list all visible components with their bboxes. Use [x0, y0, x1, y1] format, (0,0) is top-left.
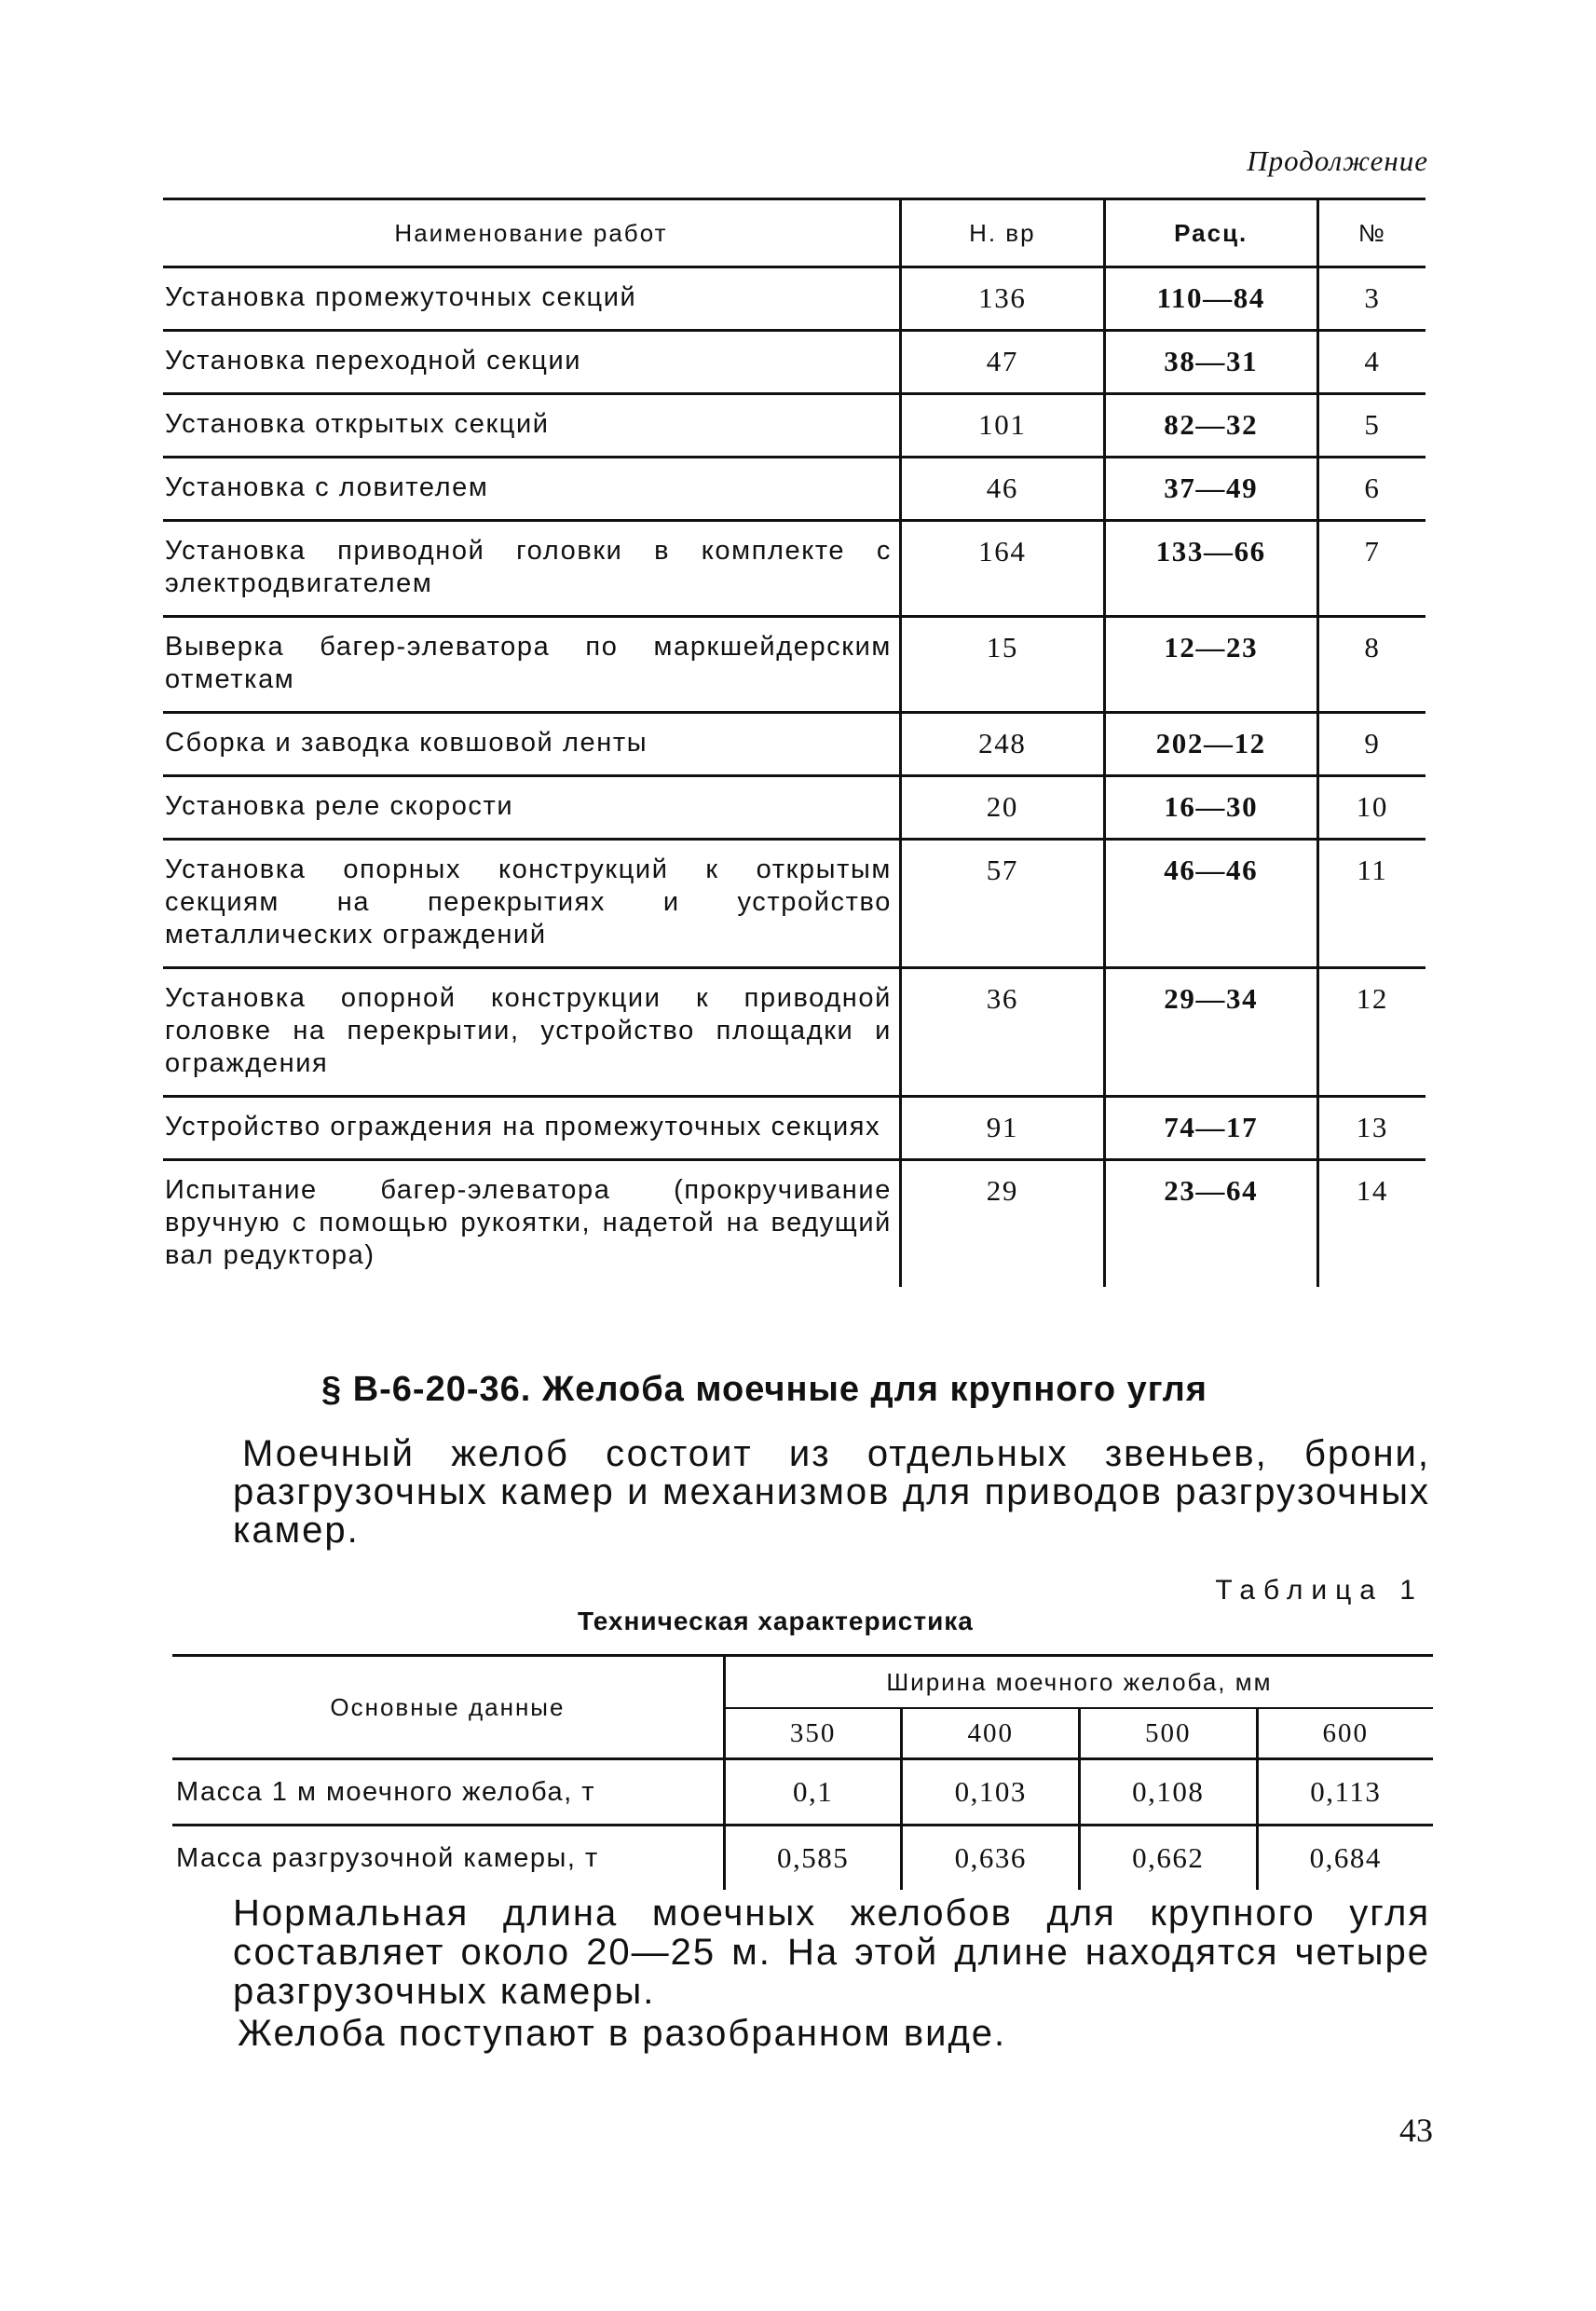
row-number: 8 [1317, 617, 1425, 713]
table-caption: Техническая характеристика [578, 1607, 974, 1635]
row-time: 101 [900, 394, 1104, 458]
row-name: Установка промежуточных секций [163, 267, 900, 331]
table-row [163, 331, 1425, 394]
row-value: 0,1 [724, 1759, 902, 1826]
table-row [172, 1826, 1433, 1891]
table-row [163, 267, 1425, 331]
row-name: Испытание багер-элеватора (прокручивание вручную с помощью рукоятки, надетой на ведущий вал редуктора) [165, 1175, 892, 1270]
row-value: 0,662 [1080, 1826, 1258, 1891]
row-number: 11 [1317, 840, 1425, 968]
table-row [163, 458, 1425, 521]
row-name: Установка реле скорости [163, 776, 900, 840]
row-number: 3 [1317, 267, 1425, 331]
row-name: Установка с ловителем [163, 458, 900, 521]
row-number: 14 [1317, 1160, 1425, 1288]
row-name: Сборка и заводка ковшовой ленты [163, 713, 900, 776]
row-name: Установка опорной конструкции к приводной головке на перекрытии, устройство площадки и ограждения [163, 968, 900, 1097]
tech-table [172, 1654, 1433, 1890]
row-name: Установка опорных конструкций к открытым секциям на перекрытиях и устройство металлических ограждений [163, 840, 900, 968]
row-rate: 12—23 [1104, 617, 1317, 713]
row-number: 6 [1317, 458, 1425, 521]
row-rate: 110—84 [1104, 267, 1317, 331]
row-rate: 37—49 [1104, 458, 1317, 521]
row-name: Установка открытых секций [163, 394, 900, 458]
row-value: 0,103 [902, 1759, 1080, 1826]
section-title: § В-6-20-36. Желоба моечные для крупного угля [321, 1370, 1207, 1409]
page-number: 43 [1399, 2112, 1433, 2149]
header-name: Наименование работ [163, 199, 900, 267]
width-col: 400 [902, 1708, 1080, 1759]
row-number: 9 [1317, 713, 1425, 776]
row-label: Масса 1 м моечного желоба, т [172, 1759, 724, 1826]
row-label: Масса разгрузочной камеры, т [176, 1842, 599, 1873]
row-time: 164 [900, 521, 1104, 617]
row-time: 91 [900, 1097, 1104, 1160]
row-rate: 38—31 [1104, 331, 1317, 394]
row-rate: 23—64 [1104, 1160, 1317, 1288]
table-row [163, 776, 1425, 840]
row-name: Установка переходной секции [163, 331, 900, 394]
row-time: 15 [900, 617, 1104, 713]
row-time: 47 [900, 331, 1104, 394]
row-time: 20 [900, 776, 1104, 840]
row-number: 13 [1317, 1097, 1425, 1160]
row-value: 0,108 [1080, 1759, 1258, 1826]
row-rate: 202—12 [1104, 713, 1317, 776]
paragraph-intro: Моечный желоб состоит из отдельных звеньев, брони, разгрузочных камер и механизмов для приводов разгрузочных камер. [233, 1433, 1430, 1551]
row-number: 10 [1317, 776, 1425, 840]
header-rate: Расц. [1104, 199, 1317, 267]
row-value: 0,585 [724, 1826, 902, 1891]
table-row [163, 968, 1425, 1097]
width-col: 600 [1257, 1708, 1433, 1759]
row-time: 136 [900, 267, 1104, 331]
row-name: Установка приводной головки в комплекте с электродвигателем [163, 521, 900, 617]
table-label: Таблица 1 [1215, 1575, 1424, 1606]
table-row [163, 521, 1425, 617]
header-main: Основные данные [172, 1656, 724, 1759]
width-col: 350 [724, 1708, 902, 1759]
table-row [163, 617, 1425, 713]
width-col: 500 [1080, 1708, 1258, 1759]
tech-table-header-row [172, 1656, 1433, 1709]
table-row [163, 713, 1425, 776]
row-value: 0,684 [1257, 1826, 1433, 1891]
row-rate: 46—46 [1104, 840, 1317, 968]
table-row [163, 840, 1425, 968]
row-rate: 82—32 [1104, 394, 1317, 458]
table-row [172, 1759, 1433, 1826]
row-rate: 133—66 [1104, 521, 1317, 617]
table-row [163, 1097, 1425, 1160]
norms-table-header [163, 199, 1425, 267]
row-time: 57 [900, 840, 1104, 968]
header-width-group: Ширина моечного желоба, мм [724, 1656, 1433, 1709]
row-time: 36 [900, 968, 1104, 1097]
row-value: 0,113 [1257, 1759, 1433, 1826]
row-rate: 74—17 [1104, 1097, 1317, 1160]
table-row [163, 394, 1425, 458]
row-time: 46 [900, 458, 1104, 521]
row-time: 29 [900, 1160, 1104, 1288]
continuation-label: Продолжение [1247, 144, 1428, 177]
row-rate: 16—30 [1104, 776, 1317, 840]
row-time: 248 [900, 713, 1104, 776]
row-number: 4 [1317, 331, 1425, 394]
paragraph-length: Нормальная длина моечных желобов для крупного угля составляет около 20—25 м. На этой длине находятся четыре разгрузочных камеры. [233, 1893, 1430, 2012]
row-number: 5 [1317, 394, 1425, 458]
row-name: Устройство ограждения на промежуточных секциях [163, 1097, 900, 1160]
row-number: 12 [1317, 968, 1425, 1097]
table-row [163, 1160, 1425, 1288]
paragraph-delivery: Желоба поступают в разобранном виде. [238, 2013, 1007, 2054]
row-rate: 29—34 [1104, 968, 1317, 1097]
row-name: Выверка багер-элеватора по маркшейдерским отметкам [163, 617, 900, 713]
header-time: Н. вр [900, 199, 1104, 267]
norms-table [163, 198, 1425, 1287]
row-number: 7 [1317, 521, 1425, 617]
row-value: 0,636 [902, 1826, 1080, 1891]
header-number: № [1317, 199, 1425, 267]
